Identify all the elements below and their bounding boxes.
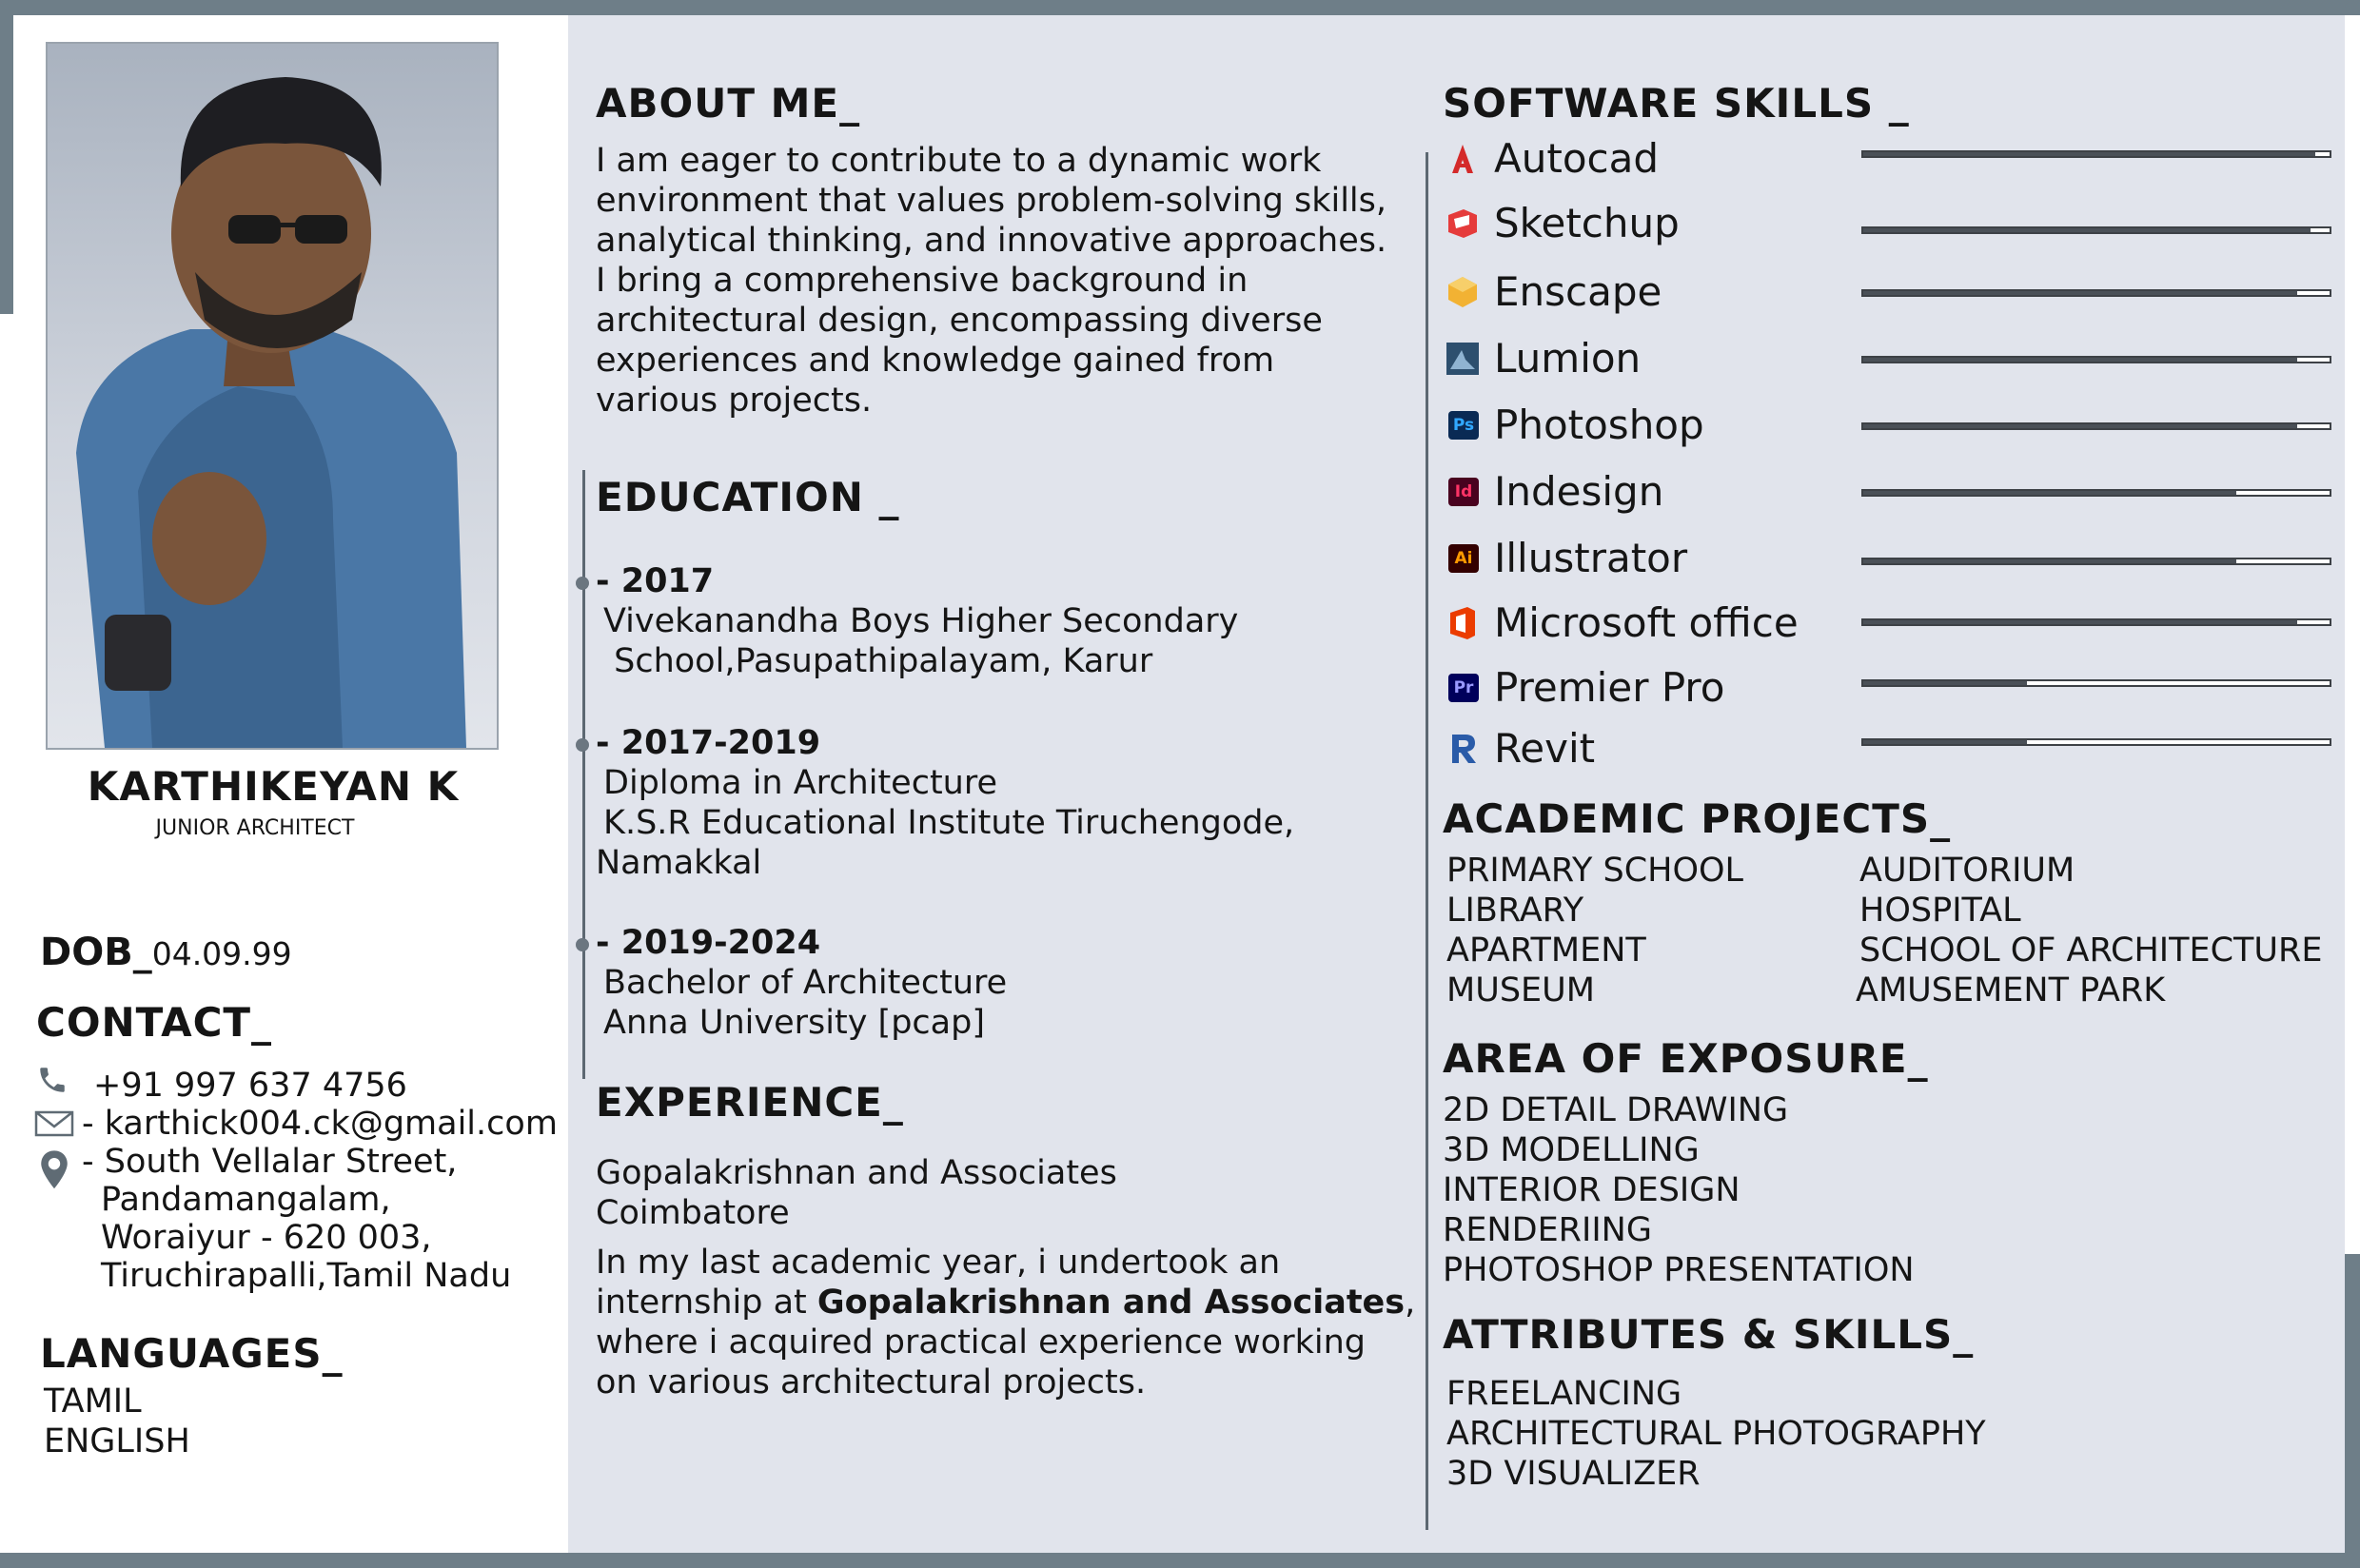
photoshop-badge: Ps [1448, 411, 1479, 440]
exposure-item: RENDERIING [1443, 1211, 1652, 1249]
about-line: I am eager to contribute to a dynamic work [596, 142, 1322, 180]
project-item: SCHOOL OF ARCHITECTURE [1859, 931, 2323, 970]
about-line: various projects. [596, 382, 873, 420]
photoshop-icon [1445, 407, 1481, 443]
experience-desc-text: , [1405, 1284, 1416, 1322]
about-line: architectural design, encompassing diverse [596, 302, 1323, 340]
contact-heading: CONTACT_ [36, 999, 273, 1046]
skill-level-fill [1863, 358, 2297, 362]
project-item: LIBRARY [1446, 892, 1584, 930]
timeline-dot [576, 738, 589, 752]
project-item: HOSPITAL [1859, 892, 2021, 930]
dob-row [40, 931, 292, 974]
language-item: ENGLISH [44, 1422, 190, 1460]
project-item: AUDITORIUM [1859, 852, 2075, 890]
experience-company-bold: Gopalakrishnan and Associates [816, 1284, 1406, 1322]
skill-name: Illustrator [1494, 535, 1688, 581]
experience-company: Gopalakrishnan and Associates [596, 1154, 1117, 1192]
portrait-illustration [48, 44, 497, 748]
attributes-heading: ATTRIBUTES & SKILLS_ [1443, 1311, 1975, 1358]
education-line: Namakkal [596, 844, 762, 882]
lumion-icon [1445, 341, 1481, 377]
skill-level-track [1861, 289, 2331, 297]
attribute-item: 3D VISUALIZER [1446, 1455, 1701, 1493]
exposure-item: 2D DETAIL DRAWING [1443, 1091, 1789, 1129]
right-accent-bar [2345, 1254, 2360, 1568]
education-line: Vivekanandha Boys Higher Secondary [603, 602, 1239, 640]
dob-value: 04.09.99 [151, 935, 292, 972]
autocad-icon [1445, 141, 1481, 177]
right-column-divider [1426, 152, 1428, 1530]
about-line: experiences and knowledge gained from [596, 342, 1275, 380]
profile-photo [46, 42, 499, 750]
education-year: - 2017-2019 [596, 724, 821, 762]
indesign-icon [1445, 474, 1481, 510]
experience-desc-line: where i acquired practical experience working [596, 1323, 1366, 1362]
education-line: Diploma in Architecture [603, 764, 998, 802]
experience-desc-line: on various architectural projects. [596, 1363, 1147, 1401]
skill-name: Lumion [1494, 335, 1642, 382]
sketchup-icon [1445, 206, 1481, 242]
mail-icon [34, 1109, 74, 1138]
skill-name: Premier Pro [1494, 664, 1725, 711]
skill-name: Photoshop [1494, 402, 1704, 448]
skill-level-fill [1863, 681, 2027, 685]
project-item: PRIMARY SCHOOL [1446, 852, 1744, 890]
languages-heading: LANGUAGES_ [40, 1330, 344, 1377]
bottom-border-bar [0, 1553, 2360, 1568]
skill-level-track [1861, 489, 2331, 497]
skill-level-track [1861, 150, 2331, 158]
skill-level-track [1861, 618, 2331, 626]
dob-label: DOB_ [40, 931, 152, 974]
skill-row [1445, 200, 2339, 247]
experience-heading: EXPERIENCE_ [596, 1079, 904, 1126]
phone-number[interactable]: +91 997 637 4756 [93, 1067, 407, 1105]
skill-level-fill [1863, 424, 2297, 428]
exposure-item: PHOTOSHOP PRESENTATION [1443, 1251, 1915, 1289]
academic-projects-heading: ACADEMIC PROJECTS_ [1443, 795, 1952, 842]
enscape-icon [1445, 274, 1481, 310]
location-pin-icon [38, 1149, 70, 1191]
about-heading: ABOUT ME_ [596, 80, 861, 127]
education-heading: EDUCATION _ [596, 474, 900, 520]
candidate-role: JUNIOR ARCHITECT [155, 816, 355, 840]
skill-level-fill [1863, 559, 2236, 563]
skill-level-track [1861, 558, 2331, 565]
software-skills-heading: SOFTWARE SKILLS _ [1443, 80, 1910, 127]
premiere-icon [1445, 670, 1481, 706]
skill-level-track [1861, 422, 2331, 430]
skill-row [1445, 664, 2339, 712]
skill-level-fill [1863, 491, 2236, 495]
skill-level-track [1861, 738, 2331, 746]
illustrator-badge: Ai [1448, 544, 1479, 573]
timeline-dot [576, 577, 589, 590]
address-line-3: Woraiyur - 620 003, [101, 1219, 432, 1257]
indesign-badge: Id [1448, 478, 1479, 506]
skill-name: Enscape [1494, 268, 1662, 315]
address-line-4: Tiruchirapalli,Tamil Nadu [101, 1257, 512, 1295]
phone-icon [36, 1064, 69, 1096]
experience-desc-line: In my last academic year, i undertook an [596, 1244, 1281, 1282]
timeline-dot [576, 938, 589, 951]
about-line: I bring a comprehensive background in [596, 262, 1249, 300]
address-line-1: - South Vellalar Street, [82, 1143, 458, 1181]
education-line: Anna University [pcap] [603, 1004, 985, 1042]
language-item: TAMIL [44, 1382, 142, 1421]
project-item: AMUSEMENT PARK [1856, 971, 2166, 1009]
education-timeline-line [582, 470, 585, 1079]
skill-name: Indesign [1494, 468, 1664, 515]
experience-location: Coimbatore [596, 1194, 790, 1232]
education-line: School,Pasupathipalayam, Karur [603, 642, 1153, 680]
attribute-item: ARCHITECTURAL PHOTOGRAPHY [1446, 1415, 1986, 1453]
exposure-item: INTERIOR DESIGN [1443, 1171, 1740, 1209]
skill-name: Revit [1494, 725, 1596, 772]
office-icon [1445, 605, 1481, 641]
attribute-item: FREELANCING [1446, 1375, 1682, 1413]
project-item: APARTMENT [1446, 931, 1646, 970]
education-line: K.S.R Educational Institute Tiruchengode, [603, 804, 1295, 842]
skill-name: Sketchup [1494, 200, 1680, 246]
experience-desc-text: internship at [596, 1284, 817, 1322]
skill-level-fill [1863, 228, 2311, 232]
candidate-name: KARTHIKEYAN K [87, 763, 460, 810]
skill-name: Microsoft office [1494, 599, 1799, 646]
project-item: MUSEUM [1446, 971, 1595, 1009]
top-border-bar [0, 0, 2360, 15]
premiere-badge: Pr [1448, 674, 1479, 702]
skill-row [1445, 135, 2339, 183]
skill-level-fill [1863, 740, 2027, 744]
skill-level-fill [1863, 291, 2297, 295]
email-address[interactable]: - karthick004.ck@gmail.com [82, 1105, 558, 1143]
education-line: Bachelor of Architecture [603, 964, 1008, 1002]
education-year: - 2017 [596, 562, 715, 600]
skill-level-track [1861, 679, 2331, 687]
about-line: environment that values problem-solving skills, [596, 182, 1387, 220]
skill-row [1445, 725, 2339, 773]
experience-desc-line [596, 1283, 1415, 1323]
skill-name: Autocad [1494, 135, 1660, 182]
illustrator-icon [1445, 540, 1481, 577]
address-line-2: Pandamangalam, [101, 1181, 391, 1219]
education-year: - 2019-2024 [596, 924, 821, 962]
skill-level-fill [1863, 152, 2315, 156]
skill-level-track [1861, 226, 2331, 234]
exposure-heading: AREA OF EXPOSURE_ [1443, 1035, 1929, 1082]
left-accent-bar [0, 0, 13, 314]
revit-icon [1445, 731, 1481, 767]
exposure-item: 3D MODELLING [1443, 1131, 1700, 1169]
about-line: analytical thinking, and innovative approaches. [596, 222, 1387, 260]
skill-level-track [1861, 356, 2331, 363]
skill-level-fill [1863, 620, 2297, 624]
